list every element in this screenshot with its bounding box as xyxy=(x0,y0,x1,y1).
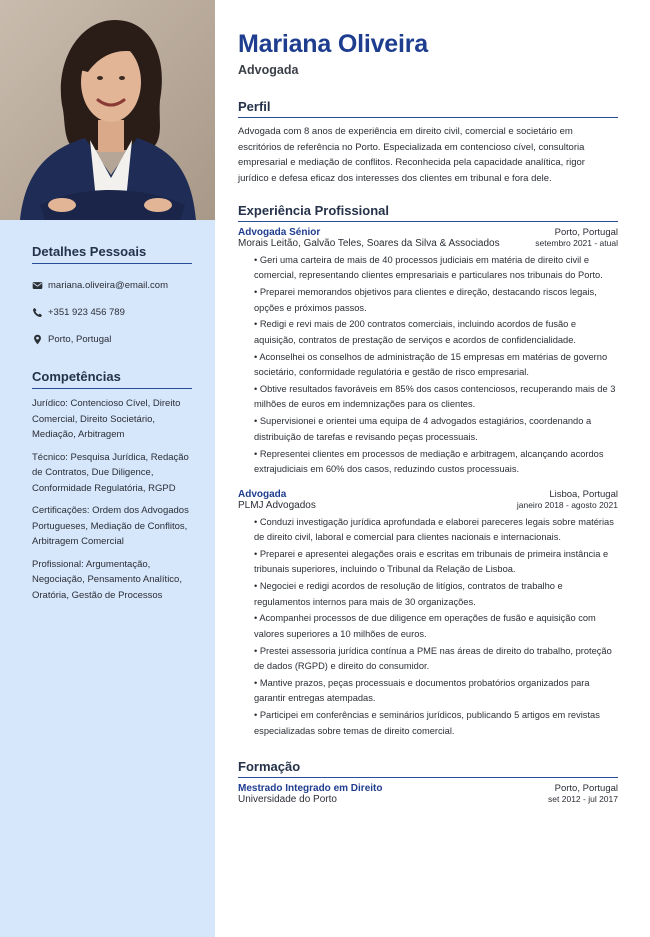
email-text: mariana.oliveira@email.com xyxy=(48,280,168,291)
bullet-item: • Participei em conferências e seminários jurídicos, publicando 5 artigos em revistas especializadas sobre temas de direito comercial. xyxy=(254,708,618,739)
education-heading: Formação xyxy=(238,759,618,778)
profile-section xyxy=(238,99,618,187)
education-section xyxy=(238,759,618,805)
bullet-item: • Mantive prazos, peças processuais e documentos probatórios organizados para garantir entregas atempadas. xyxy=(254,676,618,707)
candidate-name: Mariana Oliveira xyxy=(238,30,428,58)
job-entry xyxy=(238,489,618,740)
job-location: Lisboa, Portugal xyxy=(549,488,618,500)
job-company: Morais Leitão, Galvão Teles, Soares da Silva & Associados xyxy=(238,237,500,249)
education-dates: set 2012 - jul 2017 xyxy=(548,794,618,805)
profile-heading: Perfil xyxy=(238,99,618,118)
skill-technical: Técnico: Pesquisa Jurídica, Redação de Contratos, Due Diligence, Conformidade Regulatória, RGPD xyxy=(32,451,189,494)
bullet-item: • Negociei e redigi acordos de resolução de litígios, contratos de trabalho e regulamentos internos para mais de 30 organizações. xyxy=(254,579,618,610)
bullet-item: • Representei clientes em processos de mediação e arbitragem, alcançando acordos extrajudiciais em 60% dos casos, reduzindo custos processuais. xyxy=(254,447,618,478)
contact-list xyxy=(32,272,192,353)
envelope-icon xyxy=(32,280,43,291)
school-name: Universidade do Porto xyxy=(238,794,337,806)
profile-photo xyxy=(0,0,215,220)
contact-email[interactable] xyxy=(32,272,192,299)
bullet-item: • Conduzi investigação jurídica aprofundada e elaborei pareceres legais sobre matérias de direito civil, laboral e comercial para clientes nacionais e internacionais. xyxy=(254,515,618,546)
location-pin-icon xyxy=(32,334,43,345)
contact-phone[interactable] xyxy=(32,299,192,326)
bullet-item: • Redigi e revi mais de 200 contratos comerciais, incluindo acordos de fusão e aquisição, contratos de prestação de serviços e acordos de confidencialidade. xyxy=(254,317,618,348)
skill-legal: Jurídico: Contencioso Cível, Direito Comercial, Direito Societário, Mediação, Arbitragem xyxy=(32,398,181,440)
bullet-item: • Obtive resultados favoráveis em 85% dos casos contenciosos, recuperando mais de 3 milhões de euros em indemnizações para os clientes. xyxy=(254,382,618,413)
skill-professional: Profissional: Argumentação, Negociação, Pensamento Analítico, Oratória, Gestão de Processos xyxy=(32,558,182,601)
job-title: Advogada xyxy=(238,488,287,500)
education-location: Porto, Portugal xyxy=(554,783,618,795)
bullet-item: • Geri uma carteira de mais de 40 processos judiciais em matéria de direito civil e comercial, representando clientes empresariais e particulares nos tribunais do Porto. xyxy=(254,253,618,284)
personal-details-heading: Detalhes Pessoais xyxy=(32,244,192,264)
education-entry xyxy=(238,783,618,805)
bullet-item: • Supervisionei e orientei uma equipa de 4 advogados estagiários, coordenando a distribuição de tarefas e revisando peças processuais. xyxy=(254,414,618,445)
job-title: Advogada Sénior xyxy=(238,226,321,238)
main-content xyxy=(238,28,618,805)
profile-text: Advogada com 8 anos de experiência em direito civil, comercial e societário em escritórios de referência no Porto. Especializada em contencioso cível, consultoria empresarial e mediação de conflitos. Reconhecida pela capacidade analítica, rigor jurídico e defesa eficaz dos interesses dos clientes em tribunal e fora dele. xyxy=(238,126,585,185)
bullet-item: • Prestei assessoria jurídica contínua a PME nas áreas de direito do trabalho, proteção de dados (RGPD) e direito do consumidor. xyxy=(254,644,618,675)
location-text: Porto, Portugal xyxy=(48,334,112,345)
job-location: Porto, Portugal xyxy=(554,226,618,238)
job-dates: setembro 2021 - atual xyxy=(535,237,618,248)
job-company: PLMJ Advogados xyxy=(238,499,316,511)
degree-title: Mestrado Integrado em Direito xyxy=(238,783,383,795)
job-bullets xyxy=(238,253,618,478)
experience-heading: Experiência Profissional xyxy=(238,203,618,222)
phone-text: +351 923 456 789 xyxy=(48,307,125,318)
bullet-item: • Preparei e apresentei alegações orais e escritas em tribunais de primeira instância e tribunais superiores, incluindo o Tribunal da Relação de Lisboa. xyxy=(254,547,618,578)
bullet-item: • Aconselhei os conselhos de administração de 15 empresas em matérias de governo societário, conformidade regulatória e gestão de risco empresarial. xyxy=(254,350,618,381)
sidebar xyxy=(0,0,215,937)
job-dates: janeiro 2018 - agosto 2021 xyxy=(516,499,618,510)
skill-certifications: Certificações: Ordem dos Advogados Portugueses, Mediação de Conflitos, Arbitragem Comercial xyxy=(32,505,189,547)
job-bullets xyxy=(238,515,618,740)
candidate-role: Advogada xyxy=(238,63,299,77)
contact-location xyxy=(32,326,192,353)
skills-heading: Competências xyxy=(32,369,192,389)
bullet-item: • Preparei memorandos objetivos para clientes e direção, destacando riscos legais, opções e próximos passos. xyxy=(254,285,618,316)
experience-section xyxy=(238,203,618,739)
skills-list xyxy=(32,396,192,603)
job-entry xyxy=(238,227,618,478)
phone-icon xyxy=(32,307,43,318)
portrait-illustration xyxy=(0,0,215,220)
bullet-item: • Acompanhei processos de due diligence em operações de fusão e aquisição com valores superiores a 10 milhões de euros. xyxy=(254,611,618,642)
